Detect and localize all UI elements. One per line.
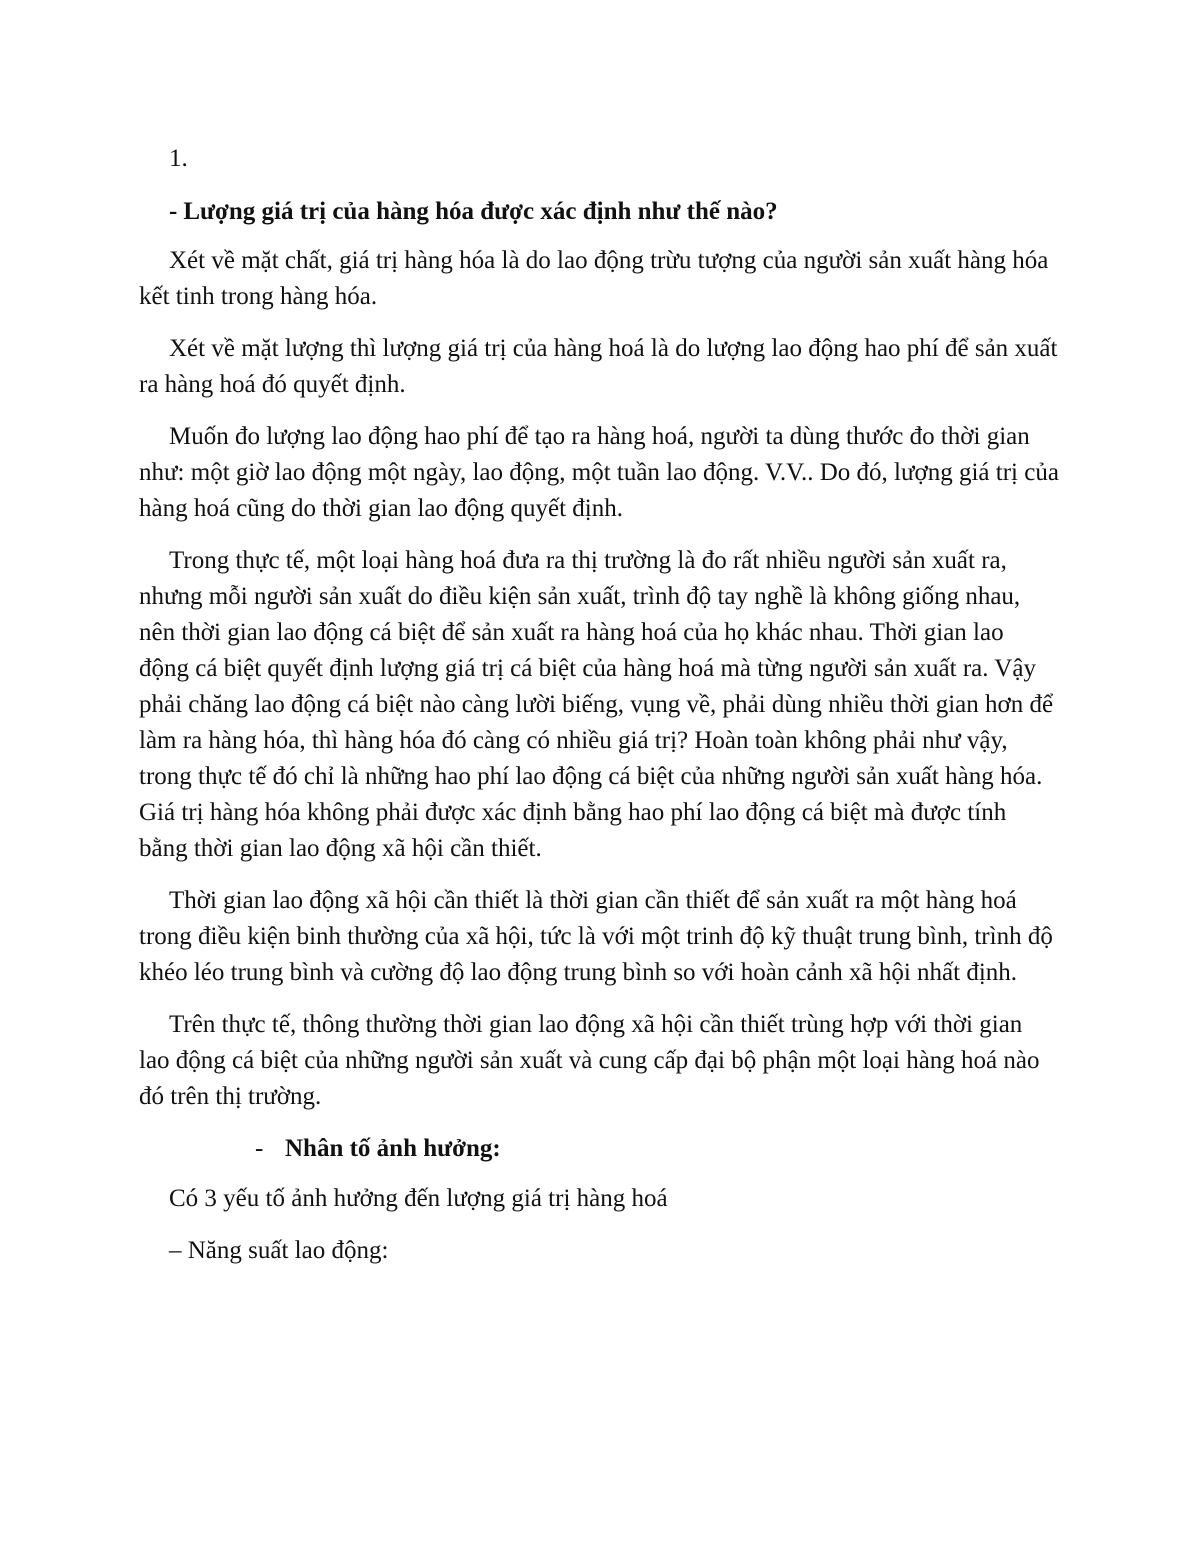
paragraph-6: Trên thực tế, thông thường thời gian lao động xã hội cần thiết trùng hợp với thời gian lao động cá biệt của những người sản xuất và cung cấp đại bộ phận một loại hàng hoá nào đó trên thị trường. (139, 1011, 1040, 1110)
factors-intro: Có 3 yếu tố ảnh hưởng đến lượng giá trị hàng hoá (169, 1185, 668, 1212)
paragraph-2: Xét về mặt lượng thì lượng giá trị của hàng hoá là do lượng lao động hao phí để sản xuất ra hàng hoá đó quyết định. (139, 335, 1058, 398)
section-heading (169, 194, 1059, 230)
item-number: 1. (169, 145, 188, 172)
subheading-text: Nhân tố ảnh hưởng: (285, 1135, 501, 1162)
sub-heading (255, 1131, 1059, 1167)
heading-dash: - (169, 198, 178, 225)
paragraph-4: Trong thực tế, một loại hàng hoá đưa ra thị trường là đo rất nhiều người sản xuất ra, nhưng mỗi người sản xuất do điều kiện sản xuất, trình độ tay nghề là không giống nhau, nên thời gian lao động cá biệt để sản xuất ra hàng hoá của họ khác nhau. Thời gian lao động cá biệt quyết định lượng giá trị cá biệt của hàng hoá mà từng người sản xuất ra. Vậy phải chăng lao động cá biệt nào càng lười biếng, vụng về, phải dùng nhiều thời gian hơn để làm ra hàng hóa, thì hàng hóa đó càng có nhiều giá trị? Hoàn toàn không phải như vậy, trong thực tế đó chỉ là những hao phí lao động cá biệt của những người sản xuất hàng hóa. Giá trị hàng hóa không phải được xác định bằng hao phí lao động cá biệt mà được tính bằng thời gian lao động xã hội cần thiết. (139, 547, 1054, 862)
paragraph-3: Muốn đo lượng lao động hao phí để tạo ra hàng hoá, người ta dùng thước đo thời gian như: một giờ lao động một ngày, lao động, một tuần lao động. V.V.. Do đó, lượng giá trị của hàng hoá cũng do thời gian lao động quyết định. (139, 423, 1059, 522)
paragraph-1: Xét về mặt chất, giá trị hàng hóa là do lao động trừu tượng của người sản xuất hàng hóa kết tinh trong hàng hóa. (139, 247, 1049, 310)
heading-text: Lượng giá trị của hàng hóa được xác định như thế nào? (183, 198, 778, 225)
document-body (139, 141, 1059, 1285)
factor-item-1: – Năng suất lao động: (169, 1237, 389, 1264)
paragraph-5: Thời gian lao động xã hội cần thiết là thời gian cần thiết để sản xuất ra một hàng hoá trong điều kiện binh thường của xã hội, tức là với một trinh độ kỹ thuật trung bình, trình độ khéo léo trung bình và cường độ lao động trung bình so với hoàn cảnh xã hội nhất định. (139, 887, 1053, 986)
subheading-dash: - (255, 1135, 264, 1162)
